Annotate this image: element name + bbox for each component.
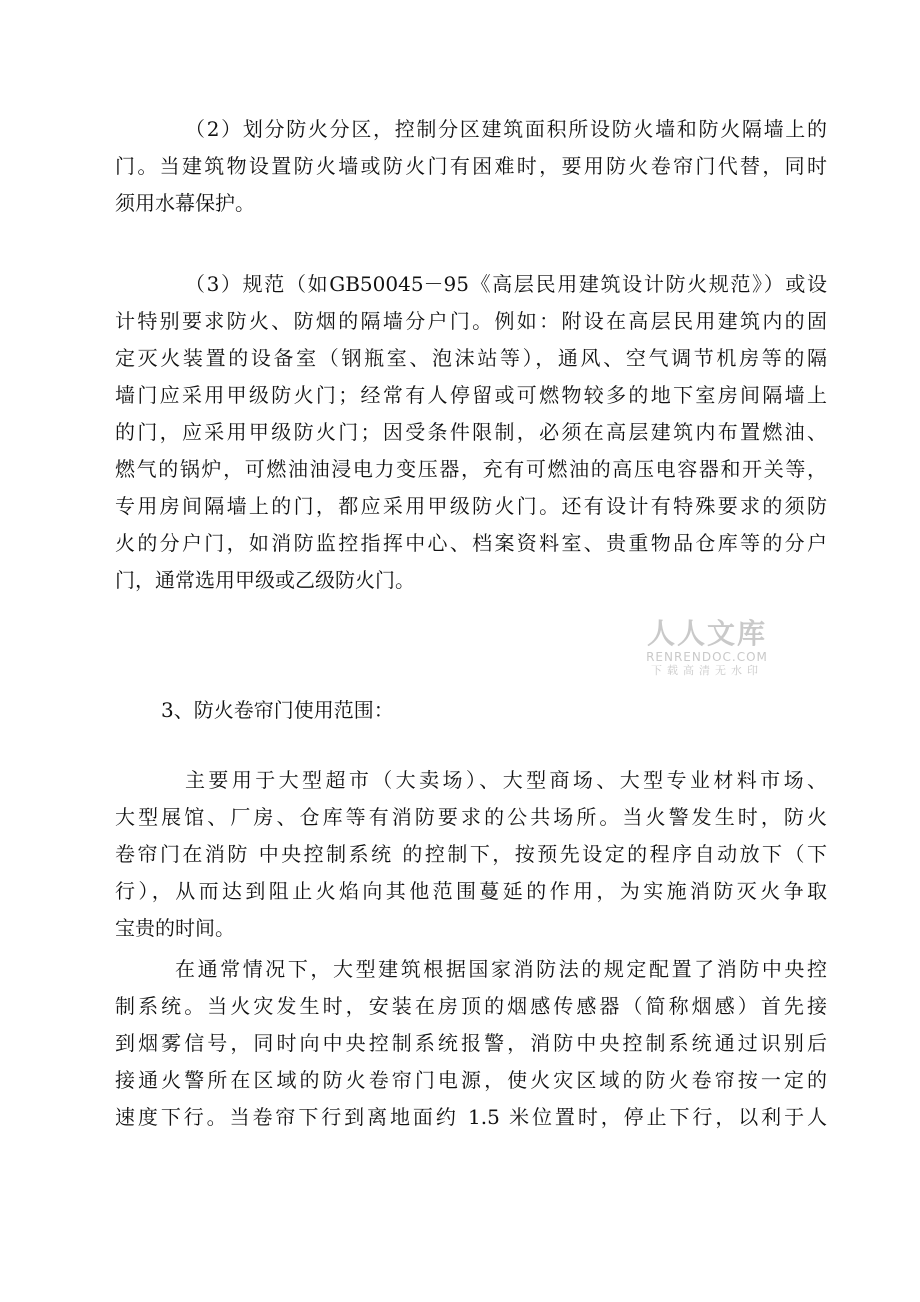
heading-text: 3、防火卷帘门使用范围： <box>161 698 394 722</box>
text-line: 接通火警所在区域的防火卷帘门电源，使火灾区域的防火卷帘按一定的 <box>115 1068 827 1092</box>
text-line: 火的分户门，如消防监控指挥中心、档案资料室、贵重物品仓库等的分户 <box>115 531 827 555</box>
watermark-title: 人人文库 <box>646 617 767 650</box>
text-line: 在通常情况下，大型建筑根据国家消防法的规定配置了消防中央控 <box>175 957 827 981</box>
watermark-logo <box>632 618 782 678</box>
text-line: 门。当建筑物设置防火墙或防火门有困难时，要用防火卷帘门代替，同时 <box>115 154 827 178</box>
text-line: 计特别要求防火、防烟的隔墙分户门。例如：附设在高层民用建筑内的固 <box>115 309 827 333</box>
text-line: 门，通常选用甲级或乙级防火门。 <box>115 568 415 592</box>
text-line: 的门，应采用甲级防火门；因受条件限制，必须在高层建筑内布置燃油、 <box>115 420 827 444</box>
text-line: 宝贵的时间。 <box>115 916 235 940</box>
text-line: （3）规范（如GB50045－95《高层民用建筑设计防火规范》）或设 <box>185 272 827 296</box>
text-line: 墙门应采用甲级防火门；经常有人停留或可燃物较多的地下室房间隔墙上 <box>115 383 827 407</box>
text-line: 主要用于大型超市（大卖场）、大型商场、大型专业材料市场、 <box>185 768 827 792</box>
paragraph-usage-scope <box>115 762 827 947</box>
text-line: 制系统。当火灾发生时，安装在房顶的烟感传感器（简称烟感）首先接 <box>115 994 827 1018</box>
text-line: 燃气的锅炉，可燃油油浸电力变压器，充有可燃油的高压电容器和开关等， <box>115 457 827 481</box>
text-line: 行），从而达到阻止火焰向其他范围蔓延的作用，为实施消防灭火争取 <box>115 879 827 903</box>
text-line: 大型展馆、厂房、仓库等有消防要求的公共场所。当火警发生时，防火 <box>115 805 827 829</box>
paragraph-fire-compartment <box>115 111 827 222</box>
text-line: （2）划分防火分区，控制分区建筑面积所设防火墙和防火隔墙上的 <box>185 117 827 141</box>
text-line: 速度下行。当卷帘下行到离地面约 1.5 米位置时，停止下行，以利于人 <box>115 1105 827 1129</box>
paragraph-standard-requirements <box>115 266 827 599</box>
section-heading <box>115 692 827 729</box>
text-line: 到烟雾信号，同时向中央控制系统报警，消防中央控制系统通过识别后 <box>115 1031 827 1055</box>
paragraph-normal-conditions <box>115 951 827 1136</box>
watermark-tagline: 下载高清无水印 <box>651 664 763 677</box>
text-line: 定灭火装置的设备室（钢瓶室、泡沫站等），通风、空气调节机房等的隔 <box>115 346 827 370</box>
text-line: 卷帘门在消防 中央控制系统 的控制下，按预先设定的程序自动放下（下 <box>115 842 827 866</box>
text-line: 须用水幕保护。 <box>115 191 255 215</box>
watermark-url: RENRENDOC.COM <box>646 650 768 664</box>
text-line: 专用房间隔墙上的门，都应采用甲级防火门。还有设计有特殊要求的须防 <box>115 494 827 518</box>
